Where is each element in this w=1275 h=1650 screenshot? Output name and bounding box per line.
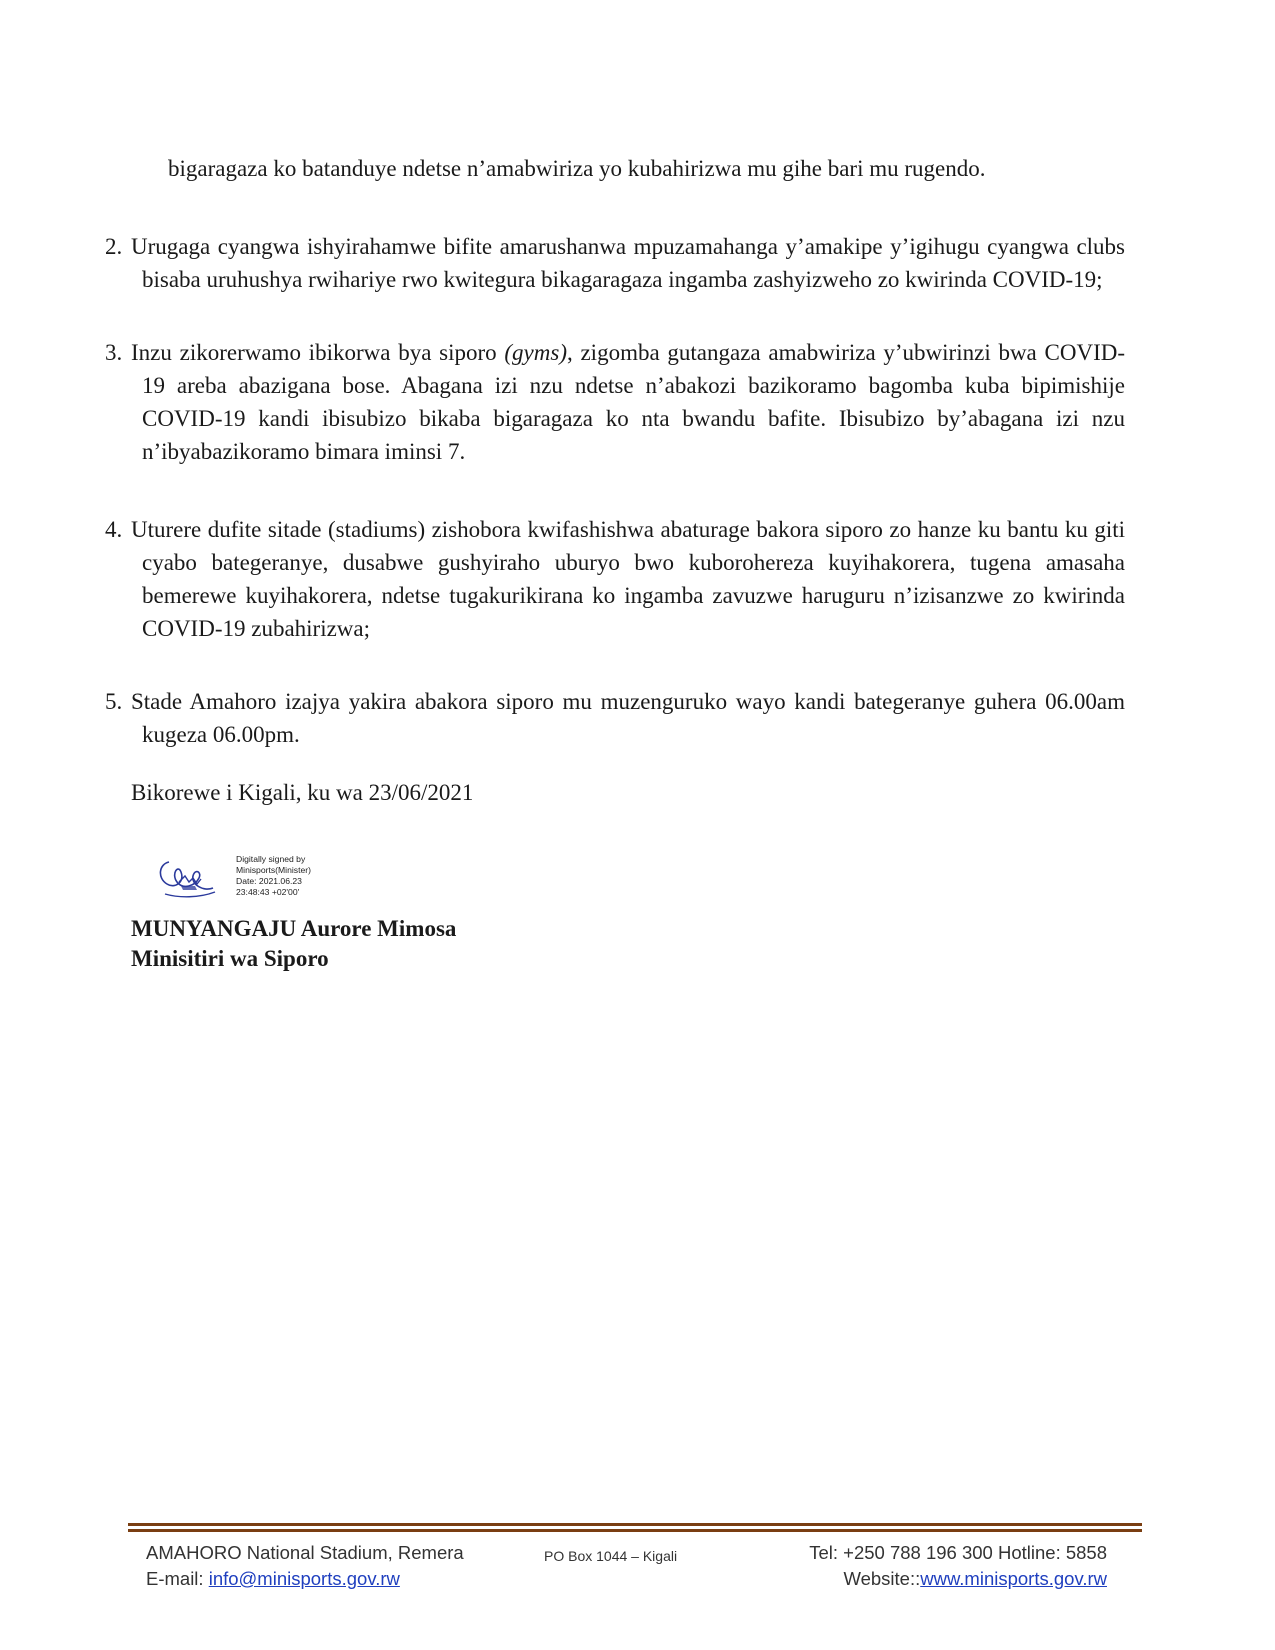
list-item-text-end: , zigomba gutangaza amabwiriza y’ubwirinzi bwa COVID-19 areba abazigana bose. Abagana izi nzu ndetse n’abakozi bazikoramo bagomba kuba bipimishije COVID-19 kandi ibisubizo bikaba bigaragaza ko nta bwandu bafite. Ibisubizo by’abagana izi nzu n’ibyabazikoramo bimara iminsi 7. <box>142 340 1126 464</box>
footer-phone: Tel: +250 788 196 300 Hotline: 5858 <box>809 1542 1107 1563</box>
place-and-date: Bikorewe i Kigali, ku wa 23/06/2021 <box>131 780 474 805</box>
list-item-text: Stade Amahoro izajya yakira abakora siporo mu muzenguruko wayo kandi bategeranye guhera 06.00am kugeza 06.00pm. <box>131 689 1125 747</box>
list-item-text: Urugaga cyangwa ishyirahamwe bifite amarushanwa mpuzamahanga y’amakipe y’igihugu cyangwa clubs bisaba uruhushya rwihariye rwo kwitegura bikagaragaza ingamba zashyizweho zo kwirinda COVID-19; <box>131 234 1125 292</box>
list-item-text-start: Inzu zikorerwamo ibikorwa bya siporo <box>131 340 505 365</box>
footer-address: AMAHORO National Stadium, Remera <box>146 1542 464 1563</box>
signature-line: Date: 2021.06.23 <box>236 876 302 886</box>
email-label: E-mail: <box>146 1568 209 1589</box>
email-link[interactable]: info@minisports.gov.rw <box>208 1568 400 1589</box>
signature-line: 23:48:43 +02'00' <box>236 887 300 897</box>
list-item-italic-term: (gyms) <box>504 340 567 365</box>
continuation-line: bigaragaza ko batanduye ndetse n’amabwiriza yo kubahirizwa mu gihe bari mu rugendo. <box>168 156 986 181</box>
list-item-text: Uturere dufite sitade (stadiums) zishobora kwifashishwa abaturage bakora siporo zo hanze ku bantu ku giti cyabo bategeranye, dusabwe gushyiraho uburyo bwo kuborohereza kuyihakorera, tugena amasaha bemerewe kuyihakorera, ndetse tugakurikirana ko ingamba zavuzwe haruguru n’izisanzwe zo kwirinda COVID-19 zubahirizwa; <box>131 517 1125 641</box>
website-link[interactable]: www.minisports.gov.rw <box>920 1568 1107 1589</box>
list-number: 2. <box>105 234 123 259</box>
list-number: 5. <box>105 689 123 714</box>
list-number: 3. <box>105 340 123 365</box>
footer-email <box>146 1568 400 1590</box>
signatory-name: MUNYANGAJU Aurore Mimosa <box>131 916 457 941</box>
footer-po-box: PO Box 1044 – Kigali <box>544 1548 678 1564</box>
list-number: 4. <box>105 517 123 542</box>
signatory-title: Minisitiri wa Siporo <box>131 946 329 971</box>
signature-line: Digitally signed by <box>236 854 306 864</box>
footer-website <box>843 1568 1107 1590</box>
signature-line: Minisports(Minister) <box>236 865 311 875</box>
website-label: Website:: <box>843 1568 921 1589</box>
